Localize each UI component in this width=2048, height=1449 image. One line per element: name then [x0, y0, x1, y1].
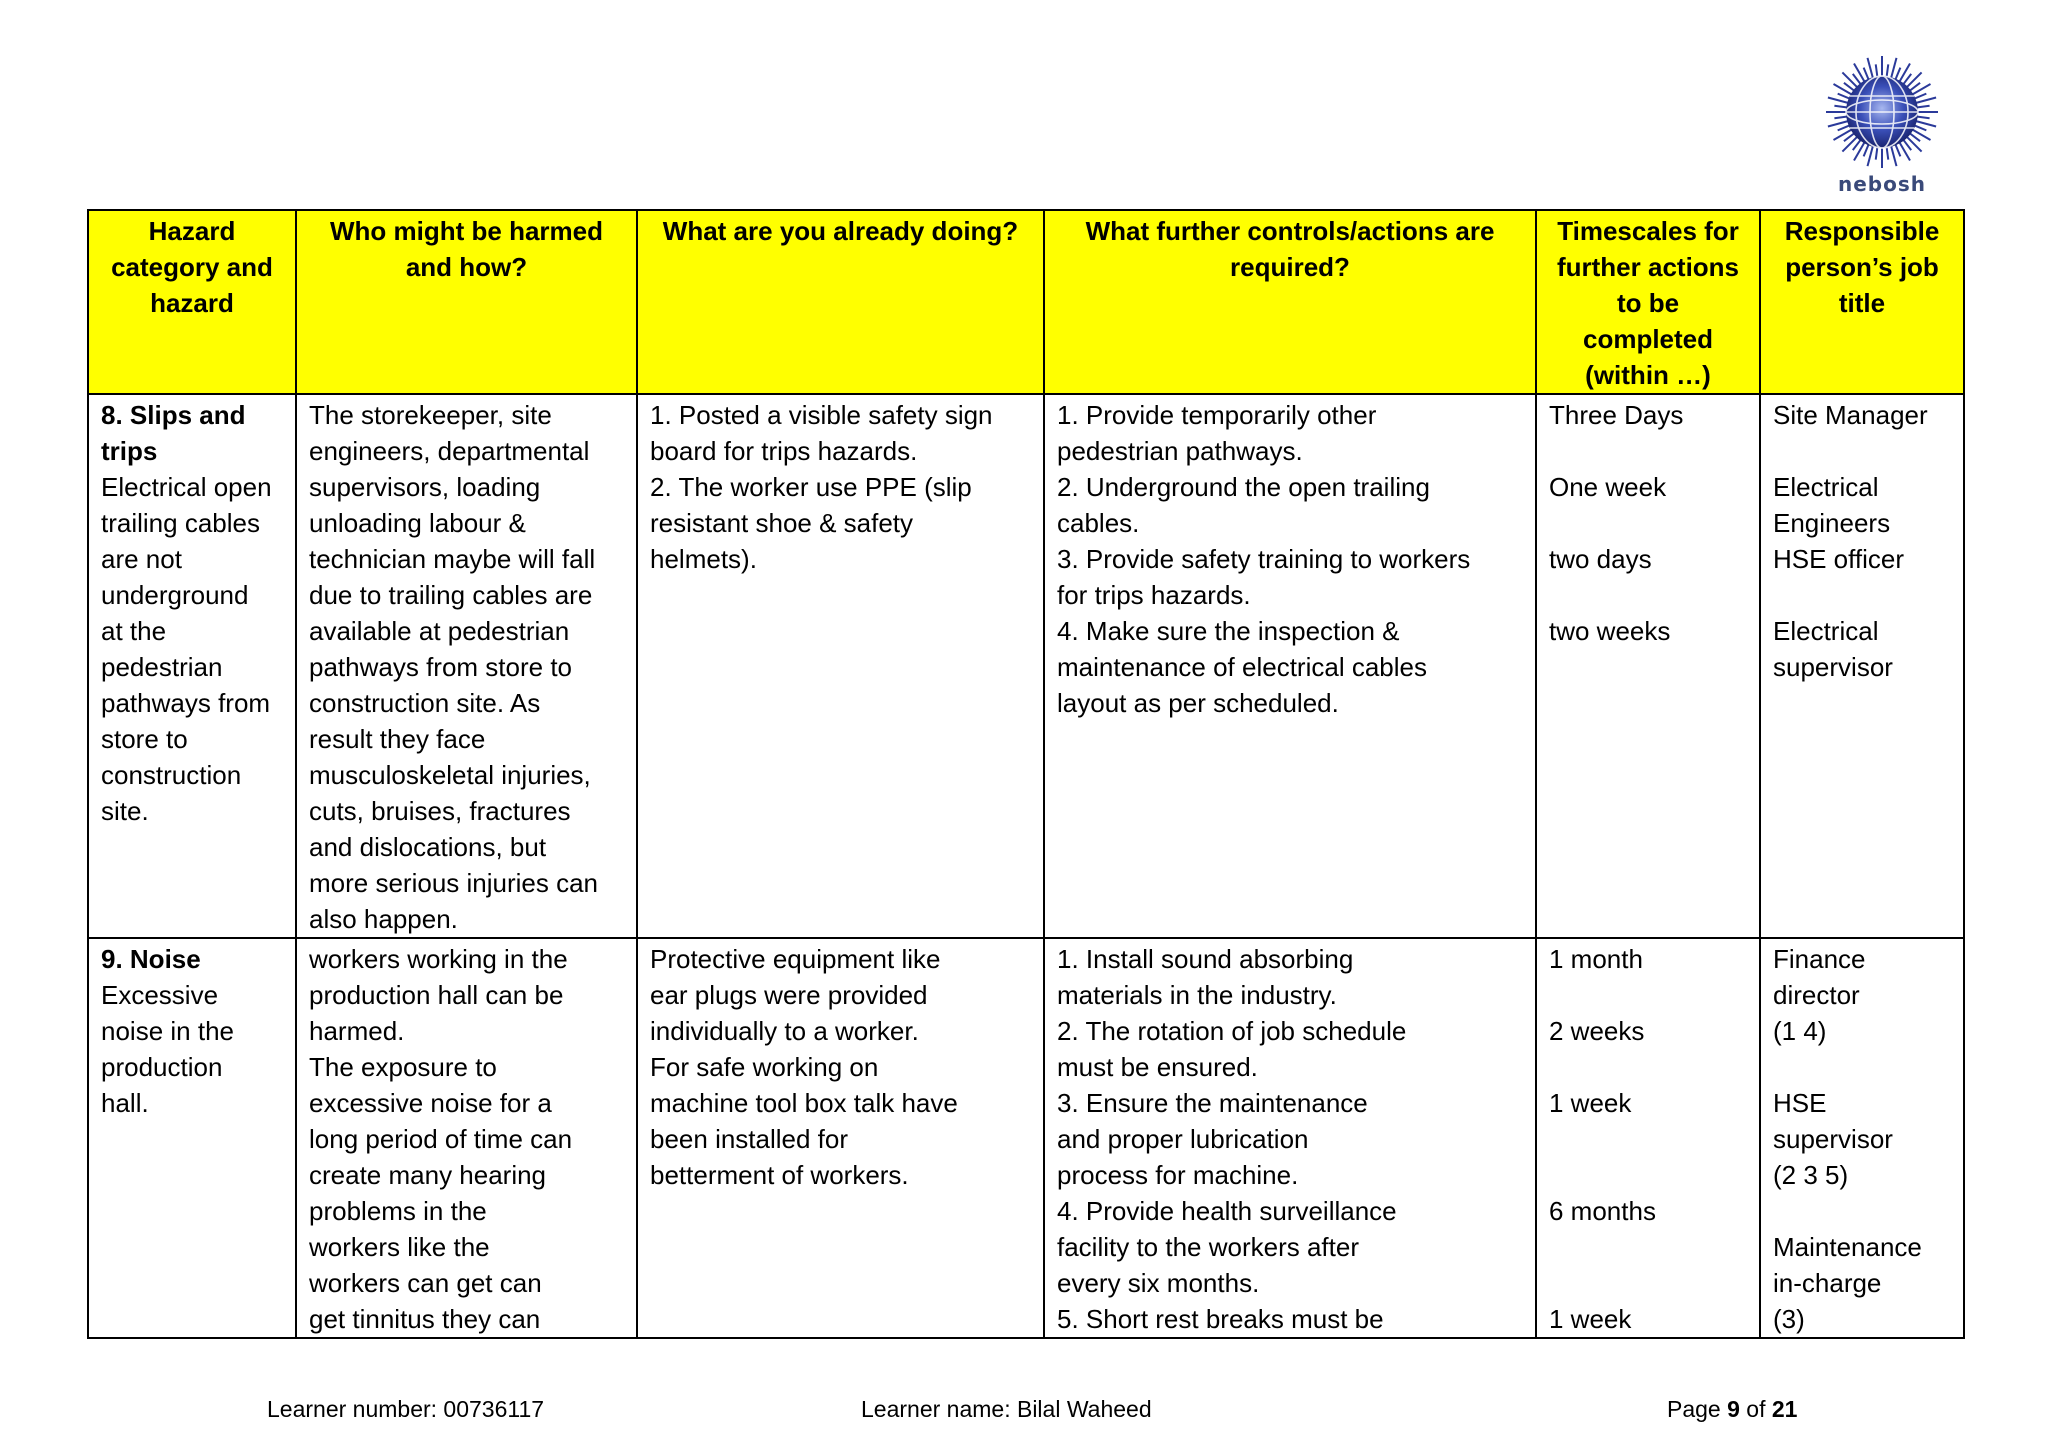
header-hazard: Hazard category and hazard — [88, 210, 296, 394]
further-controls-text — [1057, 941, 1523, 1337]
text-line: Excessive — [101, 980, 219, 1010]
text-line: pedestrian — [101, 652, 223, 682]
timescales-text — [1549, 941, 1747, 1337]
text-line: hall. — [101, 1088, 149, 1118]
text-line: production hall can be — [309, 980, 564, 1010]
already-doing-cell — [637, 938, 1044, 1338]
further-controls-cell — [1044, 394, 1536, 938]
text-line — [1549, 1229, 1747, 1265]
text-line: 1 month — [1549, 944, 1643, 974]
text-line — [1773, 577, 1951, 613]
text-line: pathways from store to — [309, 652, 572, 682]
text-line: been installed for — [650, 1124, 849, 1154]
who-harmed-text — [309, 397, 624, 937]
text-line: 4. Make sure the inspection & — [1057, 616, 1400, 646]
text-line — [1549, 505, 1747, 541]
text-line: (3) — [1773, 1304, 1805, 1334]
text-line: Electrical — [1773, 472, 1879, 502]
text-line: The exposure to — [309, 1052, 497, 1082]
text-line: 2. The rotation of job schedule — [1057, 1016, 1407, 1046]
hazard-title: 8. Slips and trips — [101, 400, 246, 466]
header-who-harmed: Who might be harmed and how? — [296, 210, 637, 394]
text-line: must be ensured. — [1057, 1052, 1258, 1082]
text-line: underground — [101, 580, 249, 610]
text-line: Electrical open — [101, 472, 272, 502]
timescales-text — [1549, 397, 1747, 649]
text-line: For safe working on — [650, 1052, 879, 1082]
text-line: cuts, bruises, fractures — [309, 796, 571, 826]
already-doing-text — [650, 941, 1031, 1193]
text-line: every six months. — [1057, 1268, 1260, 1298]
text-line: construction site. As — [309, 688, 541, 718]
globe-icon — [1822, 52, 1942, 172]
text-line: 1. Posted a visible safety sign — [650, 400, 993, 430]
text-line: get tinnitus they can — [309, 1304, 541, 1334]
text-line: helmets). — [650, 544, 757, 574]
header-already-doing: What are you already doing? — [637, 210, 1044, 394]
hazard-description — [101, 469, 283, 829]
text-line — [1773, 1193, 1951, 1229]
text-line: Electrical — [1773, 616, 1879, 646]
page-total: 21 — [1771, 1396, 1798, 1422]
text-line: construction — [101, 760, 242, 790]
text-line: process for machine. — [1057, 1160, 1299, 1190]
text-line: noise in the — [101, 1016, 234, 1046]
header-row — [88, 210, 1964, 394]
text-line: trailing cables — [101, 508, 260, 538]
text-line: workers like the — [309, 1232, 490, 1262]
timescales-cell — [1536, 394, 1760, 938]
text-line: maintenance of electrical cables — [1057, 652, 1427, 682]
learner-name: Learner name: Bilal Waheed — [861, 1396, 1152, 1422]
nebosh-logo — [1822, 52, 1942, 202]
text-line: individually to a worker. — [650, 1016, 919, 1046]
text-line: supervisors, loading — [309, 472, 541, 502]
timescales-cell — [1536, 938, 1760, 1338]
text-line: result they face — [309, 724, 486, 754]
logo-wordmark: nebosh — [1837, 172, 1926, 196]
responsible-person-cell — [1760, 938, 1964, 1338]
text-line: Finance — [1773, 944, 1866, 974]
text-line: 2 weeks — [1549, 1016, 1645, 1046]
text-line: two weeks — [1549, 616, 1671, 646]
text-line — [1549, 1121, 1747, 1157]
text-line: materials in the industry. — [1057, 980, 1337, 1010]
table-row — [88, 938, 1964, 1338]
text-line: 6 months — [1549, 1196, 1656, 1226]
already-doing-text — [650, 397, 1031, 577]
text-line — [1549, 1157, 1747, 1193]
text-line: workers working in the — [309, 944, 568, 974]
text-line: 3. Provide safety training to workers — [1057, 544, 1471, 574]
text-line: at the — [101, 616, 167, 646]
text-line: available at pedestrian — [309, 616, 570, 646]
further-controls-text — [1057, 397, 1523, 721]
text-line: problems in the — [309, 1196, 487, 1226]
text-line: are not — [101, 544, 182, 574]
text-line: HSE — [1773, 1088, 1827, 1118]
text-line: due to trailing cables are — [309, 580, 593, 610]
header-responsible-person: Responsible person’s job title — [1760, 210, 1964, 394]
text-line: and dislocations, but — [309, 832, 547, 862]
page-number — [1667, 1396, 1797, 1423]
risk-assessment-table — [87, 209, 1965, 1339]
text-line: long period of time can — [309, 1124, 573, 1154]
who-harmed-cell — [296, 394, 637, 938]
text-line — [1773, 433, 1951, 469]
hazard-title: 9. Noise — [101, 944, 201, 974]
learner-number: Learner number: 00736117 — [267, 1396, 545, 1422]
text-line: board for trips hazards. — [650, 436, 918, 466]
text-line: more serious injuries can — [309, 868, 599, 898]
text-line: site. — [101, 796, 149, 826]
text-line — [1549, 1049, 1747, 1085]
text-line: store to — [101, 724, 188, 754]
text-line: cables. — [1057, 508, 1140, 538]
responsible-person-cell — [1760, 394, 1964, 938]
text-line: musculoskeletal injuries, — [309, 760, 591, 790]
text-line: machine tool box talk have — [650, 1088, 958, 1118]
page-current: 9 — [1727, 1396, 1740, 1422]
text-line — [1549, 577, 1747, 613]
text-line: technician maybe will fall — [309, 544, 596, 574]
text-line: pedestrian pathways. — [1057, 436, 1303, 466]
text-line: supervisor — [1773, 1124, 1893, 1154]
text-line: 2. Underground the open trailing — [1057, 472, 1430, 502]
text-line: 4. Provide health surveillance — [1057, 1196, 1397, 1226]
text-line — [1549, 977, 1747, 1013]
text-line — [1549, 1265, 1747, 1301]
responsible-person-text — [1773, 397, 1951, 685]
text-line: Protective equipment like — [650, 944, 941, 974]
text-line — [1549, 433, 1747, 469]
text-line: resistant shoe & safety — [650, 508, 914, 538]
text-line: for trips hazards. — [1057, 580, 1251, 610]
who-harmed-cell — [296, 938, 637, 1338]
text-line: pathways from — [101, 688, 271, 718]
text-line: 3. Ensure the maintenance — [1057, 1088, 1368, 1118]
text-line: betterment of workers. — [650, 1160, 909, 1190]
text-line: excessive noise for a — [309, 1088, 552, 1118]
text-line: Site Manager — [1773, 400, 1928, 430]
text-line: and proper lubrication — [1057, 1124, 1309, 1154]
text-line: create many hearing — [309, 1160, 547, 1190]
header-timescales: Timescales for further actions to be completed (within …) — [1536, 210, 1760, 394]
text-line — [1773, 1049, 1951, 1085]
text-line: 1 week — [1549, 1088, 1632, 1118]
text-line: (2 3 5) — [1773, 1160, 1849, 1190]
hazard-cell — [88, 938, 296, 1338]
already-doing-cell — [637, 394, 1044, 938]
text-line: also happen. — [309, 904, 458, 934]
text-line: 2. The worker use PPE (slip — [650, 472, 972, 502]
text-line: supervisor — [1773, 652, 1893, 682]
page-prefix: Page — [1667, 1396, 1721, 1422]
text-line: Three Days — [1549, 400, 1684, 430]
text-line: 1. Install sound absorbing — [1057, 944, 1354, 974]
further-controls-cell — [1044, 938, 1536, 1338]
responsible-person-text — [1773, 941, 1951, 1337]
text-line: harmed. — [309, 1016, 405, 1046]
page-of: of — [1746, 1396, 1766, 1422]
text-line: layout as per scheduled. — [1057, 688, 1339, 718]
text-line: HSE officer — [1773, 544, 1905, 574]
text-line: two days — [1549, 544, 1652, 574]
text-line: unloading labour & — [309, 508, 526, 538]
text-line: workers can get can — [309, 1268, 542, 1298]
text-line: 1. Provide temporarily other — [1057, 400, 1377, 430]
text-line: One week — [1549, 472, 1667, 502]
text-line: facility to the workers after — [1057, 1232, 1359, 1262]
header-further-controls: What further controls/actions are required? — [1044, 210, 1536, 394]
text-line: engineers, departmental — [309, 436, 590, 466]
hazard-description — [101, 977, 283, 1121]
text-line: in-charge — [1773, 1268, 1882, 1298]
text-line: 1 week — [1549, 1304, 1632, 1334]
text-line: ear plugs were provided — [650, 980, 928, 1010]
hazard-cell — [88, 394, 296, 938]
who-harmed-text — [309, 941, 624, 1337]
text-line: Maintenance — [1773, 1232, 1922, 1262]
text-line: (1 4) — [1773, 1016, 1827, 1046]
text-line: director — [1773, 980, 1860, 1010]
text-line: The storekeeper, site — [309, 400, 552, 430]
text-line: 5. Short rest breaks must be — [1057, 1304, 1384, 1334]
table-row — [88, 394, 1964, 938]
text-line: Engineers — [1773, 508, 1891, 538]
text-line: production — [101, 1052, 223, 1082]
